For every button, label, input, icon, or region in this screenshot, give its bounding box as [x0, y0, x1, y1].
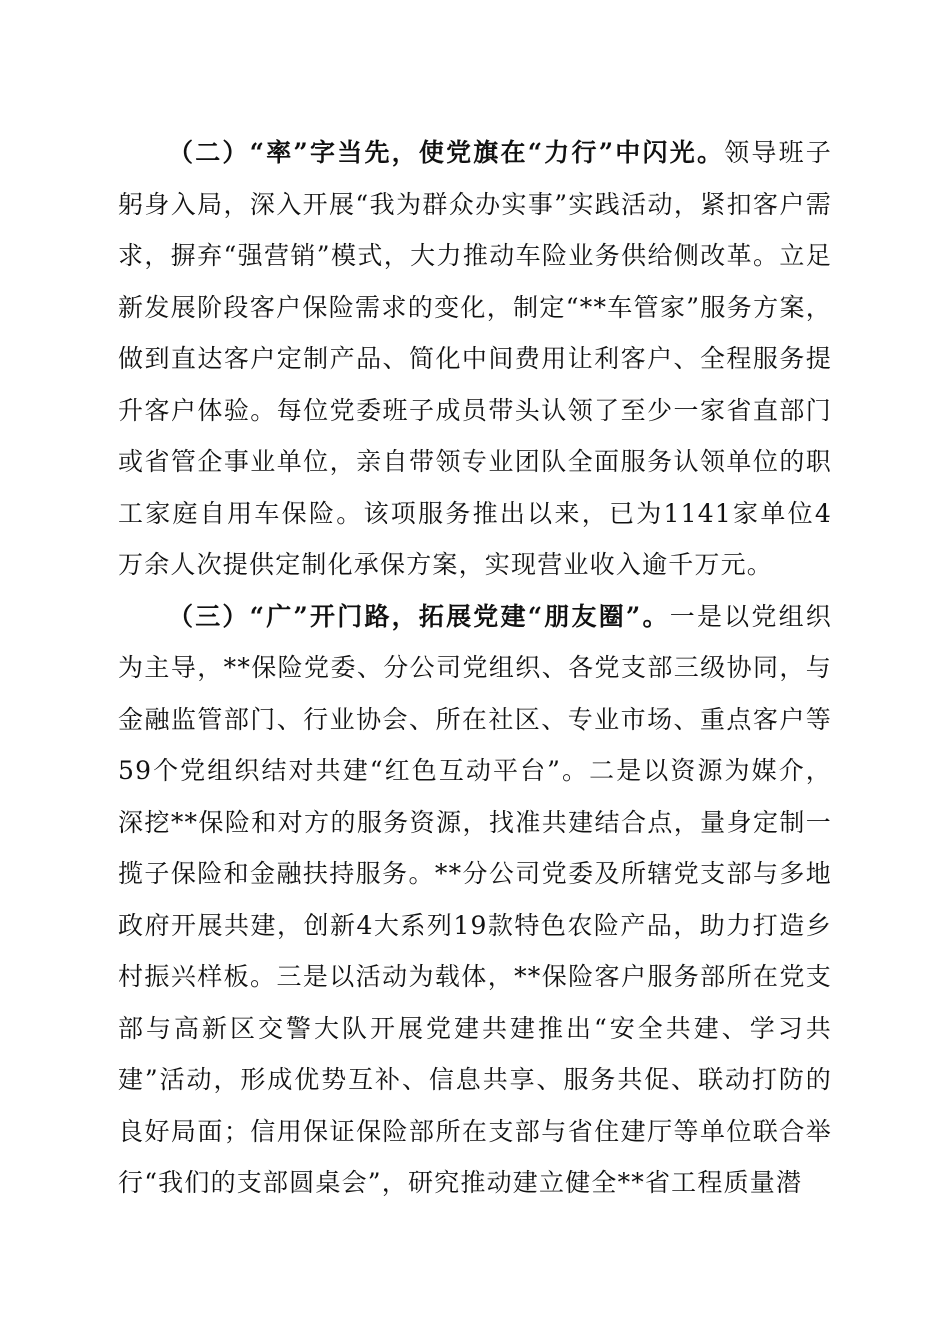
- paragraph-body: 领导班子躬身入局，深入开展“我为群众办实事”实践活动，紧扣客户需求，摒弃“强营销”模式，大力推动车险业务供给侧改革。立足新发展阶段客户保险需求的变化，制定“**车管家”服务方案，做到直达客户定制产品、简化中间费用让利客户、全程服务提升客户体验。每位党委班子成员带头认领了至少一家省直部门或省管企事业单位，亲自带领专业团队全面服务认领单位的职工家庭自用车保险。该项服务推出以来，已为1141家单位4万余人次提供定制化承保方案，实现营业收入逾千万元。: [118, 138, 832, 579]
- paragraph-heading: （二）“率”字当先，使党旗在“力行”中闪光。: [168, 138, 725, 167]
- paragraph-body: 一是以党组织为主导，**保险党委、分公司党组织、各党支部三级协同，与金融监管部门、行业协会、所在社区、专业市场、重点客户等59个党组织结对共建“红色互动平台”。二是以资源为媒介，深挖**保险和对方的服务资源，找准共建结合点，量身定制一揽子保险和金融扶持服务。**分公司党委及所辖党支部与多地政府开展共建，创新4大系列19款特色农险产品，助力打造乡村振兴样板。三是以活动为载体，**保险客户服务部所在党支部与高新区交警大队开展党建共建推出“安全共建、学习共建”活动，形成优势互补、信息共享、服务共促、联动打防的良好局面；信用保证保险部所在支部与省住建厅等单位联合举行“我们的支部圆桌会”，研究推动建立健全**省工程质量潜: [118, 601, 832, 1197]
- document-page: [118, 127, 832, 1209]
- paragraph-2: [118, 127, 832, 591]
- paragraph-heading: （三）“广”开门路，拓展党建“朋友圈”。: [168, 601, 670, 631]
- paragraph-3: [118, 591, 832, 1209]
